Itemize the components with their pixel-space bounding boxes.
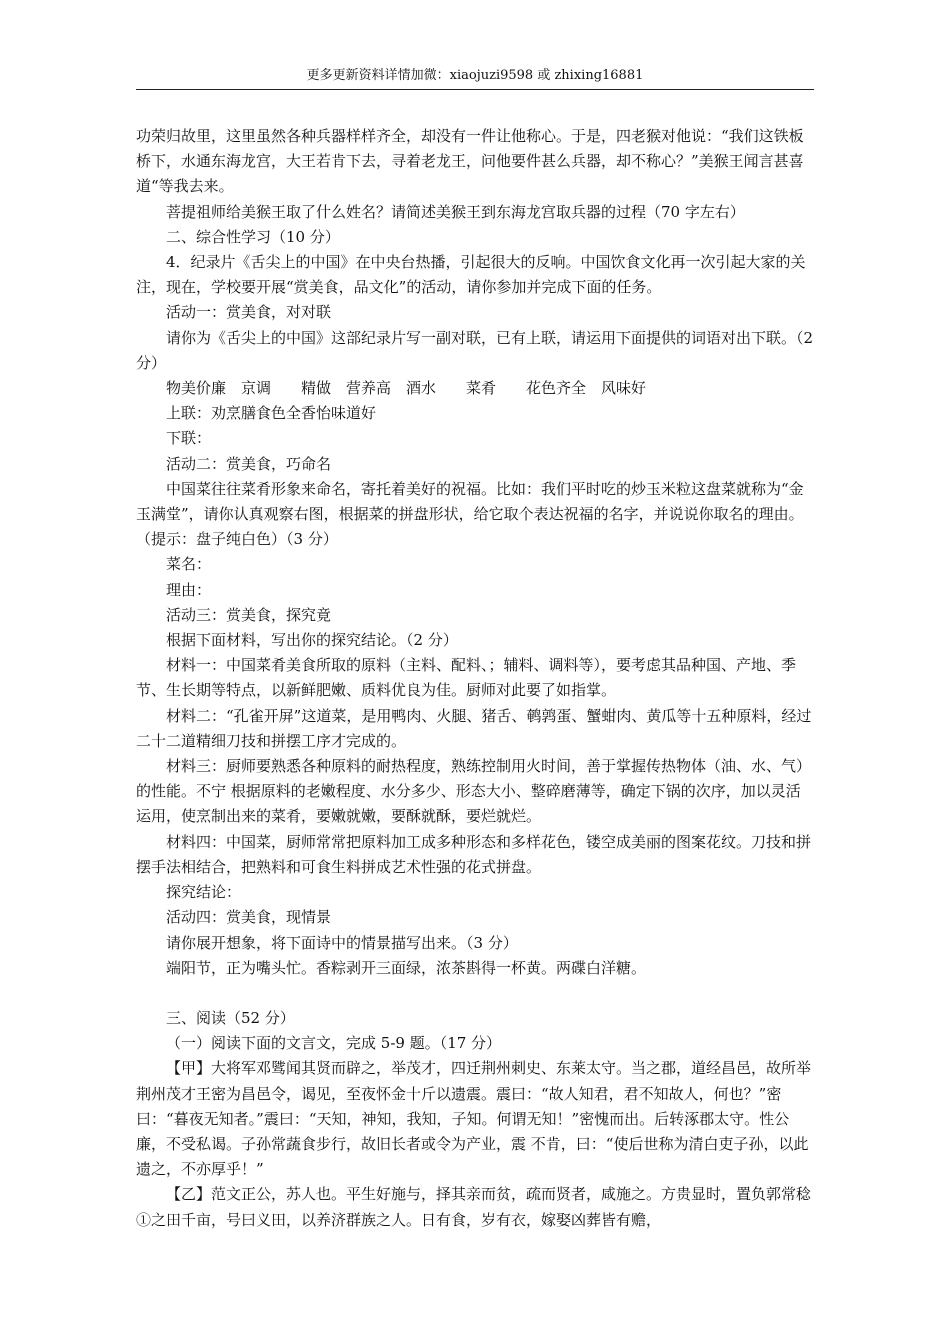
- blank-line: [136, 981, 814, 1006]
- paragraph: 物美价廉 京调 精做 营养高 酒水 菜肴 花色齐全 风味好: [166, 379, 647, 398]
- paragraph: 材料三：厨师要熟悉各种原料的耐热程度，熟练控制用火时间，善于掌握传热物体（油、水、气）的性能。不宁 根据原料的老嫩程度、水分多少、形态大小、整碎磨薄等，确定下锅的次序，加以灵活运用，使烹制出来的菜肴，要嫩就嫩，要酥就酥，要烂就烂。: [136, 757, 812, 826]
- header-divider: [136, 89, 814, 90]
- paragraph: 探究结论：: [166, 883, 242, 902]
- paragraph: （一）阅读下面的文言文，完成 5-9 题。（17 分）: [166, 1034, 502, 1053]
- paragraph: 活动二：赏美食，巧命名: [166, 454, 332, 473]
- paragraph: 菩提祖师给美猴王取了什么姓名？请简述美猴王到东海龙宫取兵器的过程（70 字左右）: [166, 202, 745, 221]
- paragraph: 请你为《舌尖上的中国》这部纪录片写一副对联，已有上联，请运用下面提供的词语对出下联。（2 分）: [136, 328, 814, 372]
- paragraph: 下联：: [166, 429, 212, 448]
- paragraph: 三、阅读（52 分）: [166, 1008, 295, 1027]
- paragraph: 根据下面材料，写出你的探究结论。（2 分）: [166, 631, 458, 650]
- paragraph: 请你展开想象，将下面诗中的情景描写出来。（3 分）: [166, 933, 518, 952]
- paragraph: 功荣归故里，这里虽然各种兵器样样齐全，却没有一件让他称心。于是，四老猴对他说：“我们这铁板桥下，水通东海龙宫，大王若肯下去，寻着老龙王，问他要件甚么兵器，却不称心？”美猴王闻言甚喜道“等我去来。: [136, 127, 804, 196]
- paragraph: 二、综合性学习（10 分）: [166, 227, 340, 246]
- paragraph: 【乙】范文正公，苏人也。平生好施与，择其亲而贫，疏而贤者，咸施之。方贵显时，置负郭常稔①之田千亩，号曰义田，以养济群族之人。日有食，岁有衣，嫁娶凶葬皆有赡，: [136, 1185, 812, 1229]
- paragraph: 【甲】大将军邓骘闻其贤而辟之，举茂才，四迁荆州刺史、东莱太守。当之郡，道经昌邑，故所举荆州茂才王密为昌邑令，谒见，至夜怀金十斤以遗震。震曰：“故人知君，君不知故人，何也？”密曰：“暮夜无知者。”震曰：“天知，神知，我知，子知。何谓无知！”密愧而出。后转涿郡太守。性公廉，不受私谒。子孙常蔬食步行，故旧长者或令为产业，震 不肯，曰：“使后世称为清白吏子孙，以此遗之，不亦厚乎！”: [136, 1059, 812, 1179]
- paragraph: 4．纪录片《舌尖上的中国》在中央台热播，引起很大的反响。中国饮食文化再一次引起大家的关注，现在，学校要开展“赏美食，品文化”的活动，请你参加并完成下面的任务。: [136, 253, 806, 297]
- paragraph: 活动三：赏美食，探究竟: [166, 605, 332, 624]
- page-header: 更多更新资料详情加微：xiaojuzi9598 或 zhixing16881: [306, 68, 644, 83]
- paragraph: 活动四：赏美食，现情景: [166, 908, 332, 927]
- paragraph: 中国菜往往菜肴形象来命名，寄托着美好的祝福。比如：我们平时吃的炒玉米粒这盘菜就称为“金玉满堂”，请你认真观察右图，根据菜的拼盘形状，给它取个表达祝福的名字，并说说你取名的理由。（提示：盘子纯白色）（3 分）: [136, 479, 804, 549]
- paragraph: 端阳节，正为嘴头忙。香粽剥开三面绿，浓茶斟得一杯黄。两碟白洋糖。: [166, 958, 647, 977]
- paragraph: 菜名：: [166, 555, 212, 574]
- document-body: [136, 124, 814, 1233]
- paragraph: 理由：: [166, 580, 212, 599]
- paragraph: 材料二：“孔雀开屏”这道菜，是用鸭肉、火腿、猪舌、鹌鹑蛋、蟹蚶肉、黄瓜等十五种原料，经过二十二道精细刀技和拼摆工序才完成的。: [136, 706, 812, 750]
- paragraph: 材料一：中国菜肴美食所取的原料（主料、配料、；辅料、调料等），要考虑其品种国、产地、季节、生长期等特点，以新鲜肥嫩、质料优良为佳。厨师对此要了如指掌。: [136, 656, 797, 700]
- paragraph: 材料四：中国菜，厨师常常把原料加工成多种形态和多样花色，镂空成美丽的图案花纹。刀技和拼摆手法相结合，把熟料和可食生料拼成艺术性强的花式拼盘。: [136, 832, 812, 876]
- paragraph: 活动一：赏美食，对对联: [166, 303, 332, 322]
- paragraph: 上联：劝烹膳食色全香怡味道好: [166, 404, 377, 423]
